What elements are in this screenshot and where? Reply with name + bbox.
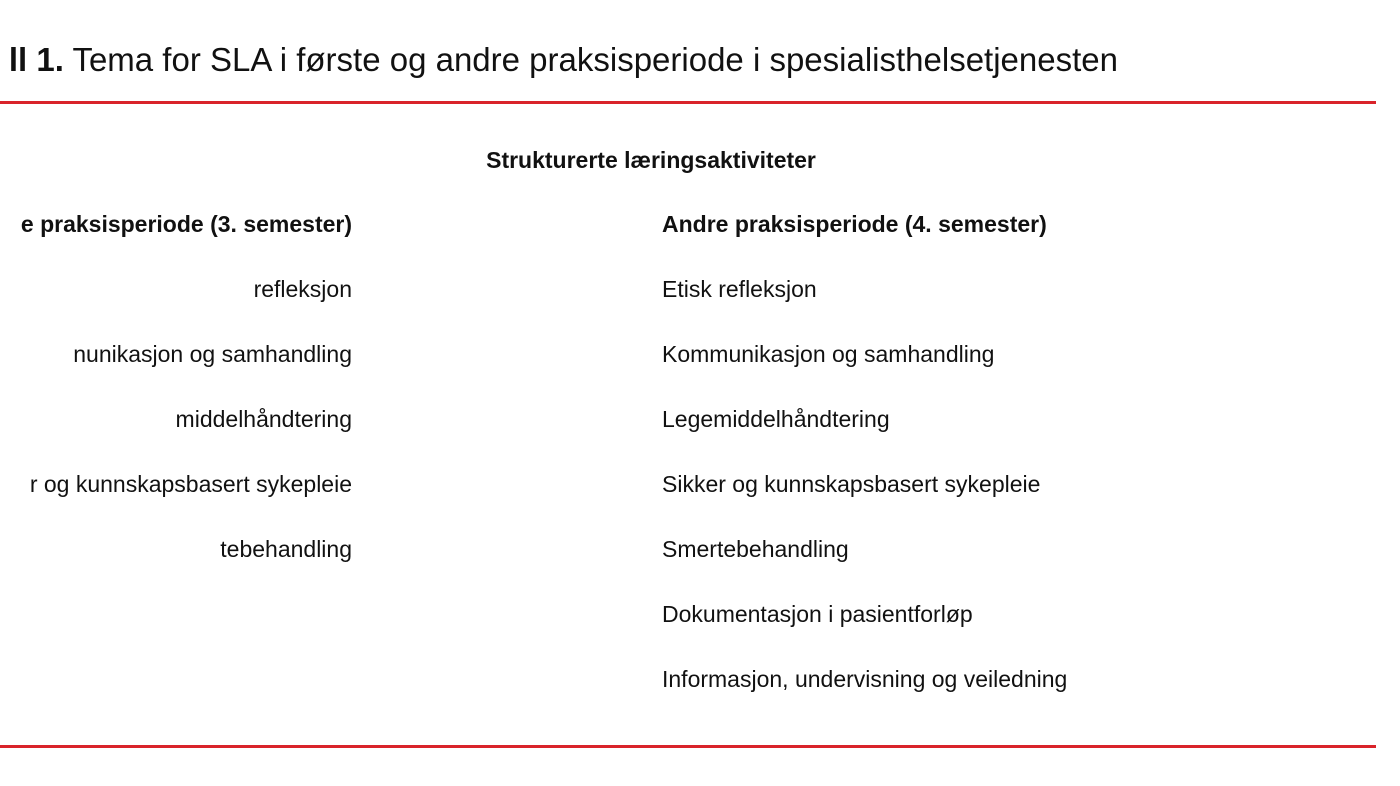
bottom-divider <box>0 745 1376 748</box>
list-item: Legemiddelhåndtering <box>662 406 890 432</box>
list-item: Etisk refleksjon <box>662 276 817 302</box>
list-item: Informasjon, undervisning og veiledning <box>662 666 1068 692</box>
list-item: Kommunikasjon og samhandling <box>662 341 995 367</box>
list-item: Sikker og kunnskapsbasert sykepleie <box>662 471 1041 497</box>
list-item: r og kunnskapsbasert sykepleie <box>29 471 352 497</box>
left-column <box>0 208 352 598</box>
list-item: refleksjon <box>253 276 352 302</box>
top-divider <box>0 101 1376 104</box>
table-number: ll 1. <box>8 41 64 78</box>
list-item: nunikasjon og samhandling <box>73 341 352 367</box>
list-item: Smertebehandling <box>662 536 849 562</box>
list-item: tebehandling <box>220 536 352 562</box>
left-column-list <box>0 273 352 598</box>
list-item: Dokumentasjon i pasientforløp <box>662 601 973 627</box>
right-column-list <box>662 273 1222 728</box>
right-column-header: Andre praksisperiode (4. semester) <box>662 211 1047 237</box>
list-item: middelhåndtering <box>175 406 352 432</box>
table-title <box>9 40 1118 80</box>
right-column <box>662 208 1222 728</box>
table-title-text: Tema for SLA i første og andre praksisperiode i spesialisthelsetjenesten <box>63 41 1118 78</box>
section-heading: Strukturerte læringsaktiviteter <box>486 147 816 173</box>
left-column-header: e praksisperiode (3. semester) <box>20 211 352 237</box>
